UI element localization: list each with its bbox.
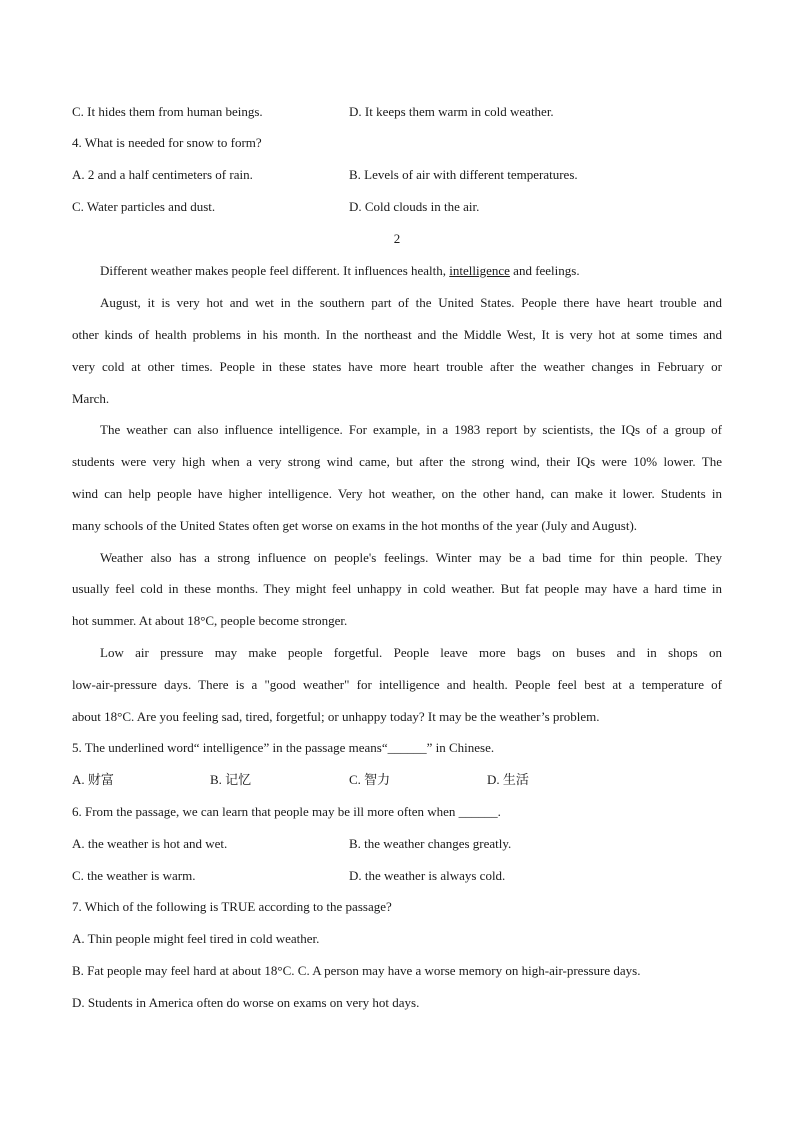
passage-p4-line-3: hot summer. At about 18°C, people become stronger. xyxy=(72,613,348,628)
passage-p2-line-2: other kinds of health problems in his month. In the northeast and the Middle West, It is very hot at some times and xyxy=(72,327,722,342)
passage-p2-line-1: August, it is very hot and wet in the southern part of the United States. People there have heart trouble and xyxy=(100,295,722,310)
q5-option-c: C. 智力 xyxy=(349,772,391,787)
passage-p1-end: and feelings. xyxy=(509,263,580,278)
underlined-word-intelligence: intelligence xyxy=(449,263,510,278)
q5-option-b: B. 记忆 xyxy=(210,772,252,787)
q3-option-d: D. It keeps them warm in cold weather. xyxy=(349,104,554,119)
q6-question: 6. From the passage, we can learn that people may be ill more often when ______. xyxy=(72,804,501,819)
q4-option-d: D. Cold clouds in the air. xyxy=(349,199,480,214)
q6-option-c: C. the weather is warm. xyxy=(72,868,196,883)
q4-option-a: A. 2 and a half centimeters of rain. xyxy=(72,167,253,182)
passage-p1-start: Different weather makes people feel different. It influences health, xyxy=(100,263,450,278)
passage-p4-line-2: usually feel cold in these months. They might feel unhappy in cold weather. But fat people may have a hard time in xyxy=(72,581,722,596)
q5-question: 5. The underlined word“ intelligence” in the passage means“______” in Chinese. xyxy=(72,740,495,755)
q6-option-d: D. the weather is always cold. xyxy=(349,868,506,883)
passage-p5-line-1: Low air pressure may make people forgetful. People leave more bags on buses and in shops on xyxy=(100,645,722,660)
passage-p3-line-4: many schools of the United States often get worse on exams in the hot months of the year (July and August). xyxy=(72,518,638,533)
q4-option-c: C. Water particles and dust. xyxy=(72,199,216,214)
q5-option-a: A. 财富 xyxy=(72,772,114,787)
passage-p5-line-3: about 18°C. Are you feeling sad, tired, forgetful; or unhappy today? It may be the weather’s problem. xyxy=(72,709,600,724)
q6-option-a: A. the weather is hot and wet. xyxy=(72,836,228,851)
passage-p5-line-2: low-air-pressure days. There is a "good weather" for intelligence and health. People feel best at a temperature of xyxy=(72,677,722,692)
q7-option-d: D. Students in America often do worse on exams on very hot days. xyxy=(72,995,420,1010)
q4-option-b: B. Levels of air with different temperatures. xyxy=(349,167,578,182)
passage-p3-line-3: wind can help people have higher intelligence. Very hot weather, on the other hand, can make it lower. Students in xyxy=(72,486,722,501)
passage-p3-line-1: The weather can also influence intelligence. For example, in a 1983 report by scientists, the IQs of a group of xyxy=(100,422,722,437)
passage-p3-line-2: students were very high when a very strong wind came, but after the strong wind, their IQs were 10% lower. The xyxy=(72,454,722,469)
q7-question: 7. Which of the following is TRUE according to the passage? xyxy=(72,899,392,914)
q6-option-b: B. the weather changes greatly. xyxy=(349,836,512,851)
passage-p2-line-3: very cold at other times. People in these states have more heart trouble after the weather changes in February or xyxy=(72,359,722,374)
q7-option-a: A. Thin people might feel tired in cold weather. xyxy=(72,931,320,946)
section-number: 2 xyxy=(393,231,401,246)
q5-option-d: D. 生活 xyxy=(487,772,529,787)
passage-paragraph-1 xyxy=(100,263,580,279)
passage-p2-line-4: March. xyxy=(72,391,110,406)
q4-question: 4. What is needed for snow to form? xyxy=(72,135,262,150)
passage-p4-line-1: Weather also has a strong influence on people's feelings. Winter may be a bad time for thin people. They xyxy=(100,550,722,565)
q7-option-b-c: B. Fat people may feel hard at about 18°C. C. A person may have a worse memory on high-air-pressure days. xyxy=(72,963,641,978)
q3-option-c: C. It hides them from human beings. xyxy=(72,104,263,119)
